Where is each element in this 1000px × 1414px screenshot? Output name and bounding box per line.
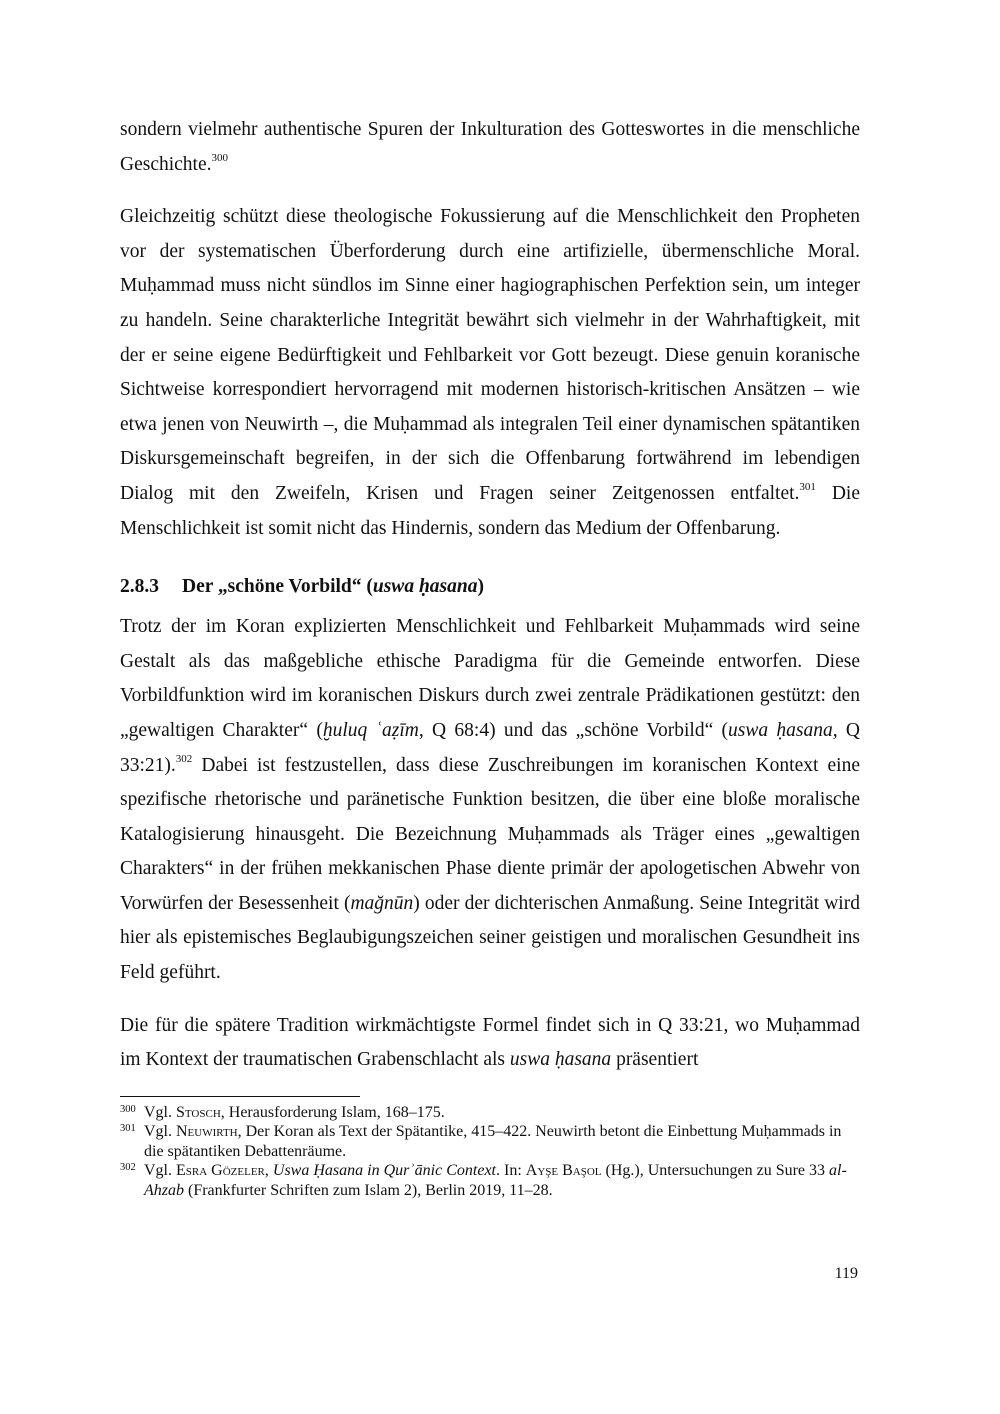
italic-term: uswa ḥasana: [728, 719, 833, 741]
footnote-number: 300: [120, 1103, 136, 1115]
section-title-italic: uswa ḥasana: [372, 576, 478, 598]
section-heading: [120, 570, 860, 604]
footnote-ref-301[interactable]: 301: [799, 481, 816, 494]
footnote-ref-300[interactable]: 300: [211, 152, 229, 165]
footnote-number: 302: [120, 1162, 136, 1174]
editor-name: Ayşe Başol: [525, 1162, 602, 1180]
author-name: Neuwirth: [176, 1123, 238, 1141]
footnote-text: Vgl.: [144, 1123, 176, 1141]
footnote-text: Vgl.: [144, 1103, 176, 1121]
footnote-text: Vgl.: [144, 1162, 176, 1180]
italic-term: mağnūn: [350, 892, 414, 914]
paragraph-2: [120, 200, 860, 546]
page-number: 119: [834, 1265, 858, 1282]
italic-term: uswa ḥasana: [509, 1049, 612, 1071]
italic-term: ḫuluq ʿaẓīm: [322, 719, 419, 741]
paragraph-text: Die Menschlichkeit ist somit nicht das Hindernis, sondern das Medium der Offenbarung.: [120, 482, 860, 539]
footnote-text: , Herausforderung Islam, 168–175.: [220, 1103, 445, 1121]
footnote-separator: [120, 1096, 360, 1097]
italic-title: al-Ahzab: [144, 1162, 847, 1199]
page-content: [120, 113, 860, 1200]
footnotes: [120, 1103, 860, 1201]
paragraph-text: sondern vielmehr authentische Spuren der Inkulturation des Gotteswortes in die menschliche Geschichte.: [120, 119, 860, 175]
paragraph-1: [120, 113, 860, 182]
footnote-ref-302[interactable]: 302: [175, 753, 193, 765]
footnote-302: [120, 1161, 860, 1200]
footnote-text: (Frankfurter Schriften zum Islam 2), Berlin 2019, 11–28.: [184, 1181, 553, 1199]
italic-title: Uswa Ḥasana in Qurʾānic Context: [272, 1162, 496, 1180]
paragraph-text: Gleichzeitig schützt diese theologische Fokussierung auf die Menschlichkeit den Propheten vor der systematischen Überforderung durch eine artifizielle, übermenschliche Moral. Muḥammad muss nicht sündlos im Sinne einer hagiographischen Perfektion sein, um integer zu handeln. Seine charakterliche Integrität bewährt sich vielmehr in der Wahrhaftigkeit, mit der er seine eigene Bedürftigkeit und Fehlbarkeit vor Gott bezeugt. Diese genuin koranische Sichtweise korrespondiert hervorragend mit modernen historisch-kritischen Ansätzen – wie etwa jenen von Neuwirth –, die Muḥammad als integralen Teil einer dynamischen spätantiken Diskursgemeinschaft begreifen, in der sich die Offenbarung fortwährend im lebendigen Dialog mit den Zweifeln, Krisen und Fragen seiner Zeitgenossen entfaltet.: [120, 206, 860, 504]
footnote-number: 301: [120, 1123, 136, 1135]
footnote-text: ,: [264, 1162, 273, 1180]
paragraph-text: , Q 68:4) und das „schöne Vorbild“ (: [418, 719, 729, 741]
footnote-300: [120, 1103, 860, 1123]
paragraph-text: Die für die spätere Tradition wirkmächtigste Formel findet sich in Q 33:21, wo Muḥammad im Kontext der traumatischen Grabenschlacht als: [120, 1014, 860, 1071]
footnote-text: (Hg.), Untersuchungen zu Sure 33: [601, 1162, 830, 1180]
footnote-text: , Der Koran als Text der Spätantike, 415–422. Neuwirth betont die Einbettung Muḥammads in die spätantiken Debattenräume.: [144, 1123, 842, 1160]
paragraph-text: Trotz der im Koran explizierten Menschlichkeit und Fehlbarkeit Muḥammads wird seine Gestalt als das maßgebliche ethische Paradigma für die Gemeinde entworfen. Diese Vorbildfunktion wird im koranischen Diskurs durch zwei zentrale Prädikationen gestützt: den „gewaltigen Charakter“ (: [120, 616, 860, 741]
section-title-end: ): [477, 576, 484, 598]
paragraph-text: , Q 33:21).: [120, 719, 860, 776]
author-name: Esra Gözeler: [176, 1162, 265, 1180]
section-number: 2.8.3: [120, 576, 159, 598]
paragraph-3: [120, 610, 860, 991]
section-title: Der „schöne Vorbild“ (: [182, 576, 373, 598]
paragraph-text: ) oder der dichterischen Anmaßung. Seine Integrität wird hier als epistemisches Beglaubigungszeichen seiner geistigen und moralischen Gesundheit ins Feld geführt.: [120, 892, 860, 984]
footnote-text: . In:: [496, 1162, 526, 1180]
author-name: Stosch: [176, 1103, 221, 1121]
footnote-301: [120, 1122, 860, 1161]
paragraph-text: Dabei ist festzustellen, dass diese Zuschreibungen im koranischen Kontext eine spezifische rhetorische und paränetische Funktion besitzen, die über eine bloße moralische Katalogisierung hinausgeht. Die Bezeichnung Muḥammads als Träger eines „gewaltigen Charakters“ in der frühen mekkanischen Phase diente primär der apologetischen Abwehr von Vorwürfen der Besessenheit (: [120, 754, 860, 914]
paragraph-text: präsentiert: [611, 1049, 699, 1071]
paragraph-4: [120, 1009, 860, 1078]
